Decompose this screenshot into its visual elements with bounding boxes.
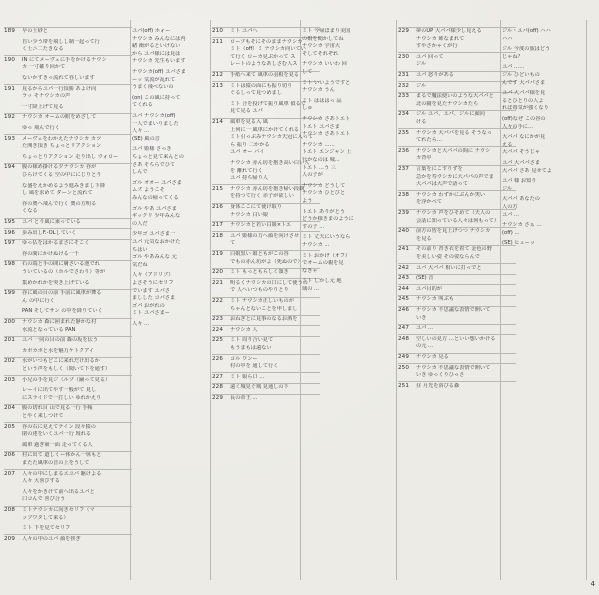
scene-number: 201	[4, 337, 15, 344]
script-line: 急かを寿ウシカに大パパの声でま	[416, 173, 494, 180]
script-line: 人の子が	[302, 172, 323, 179]
scene-number: 228	[212, 384, 223, 391]
scene-number: 195	[4, 219, 15, 225]
script-line: ナウシカ 先生もいます	[132, 58, 186, 65]
scene-number: 203	[4, 376, 15, 383]
script-line: 行かなのは 城...	[302, 157, 340, 163]
script-line: (SE) ヒューッ	[502, 240, 536, 247]
script-line: ミト しかし元 地	[302, 278, 342, 285]
scene-number: 226	[212, 355, 223, 362]
script-line: ミト 丈夫にいうなら	[302, 234, 351, 241]
script-line: し 風を求めて ダーンと流れて	[22, 190, 93, 197]
script-line: ナウシカ オームの眼をめざして	[22, 114, 97, 121]
scene-number: 198	[4, 261, 15, 268]
script-line: 緒 衝がるといけない	[132, 43, 181, 50]
script-line: 会話に知っている人々は何もって）	[416, 217, 500, 224]
scene-number: 250	[398, 364, 409, 371]
script-line: 集めかれかを突き上げている	[22, 279, 90, 286]
script-line: 大パパは大声で語って	[416, 181, 468, 188]
script-line: いき ゆっくりひっさ	[416, 372, 465, 379]
scene-number: 194	[4, 164, 15, 171]
scene-number: 219	[212, 251, 223, 257]
script-line: んです 大パパさま	[502, 79, 546, 86]
script-line: しゅ	[302, 105, 313, 112]
script-line: ナウシカ さあトエト	[302, 131, 351, 138]
script-line: ロープもそにそのままナウシカ	[230, 38, 303, 45]
script-line: ジル	[416, 61, 427, 68]
script-line: ユパ目的が	[416, 285, 442, 292]
script-line: ナウシカ ……	[302, 141, 335, 148]
script-line: て	[230, 240, 236, 247]
scene-number: 214	[212, 119, 223, 125]
scene-number: 245	[398, 296, 409, 303]
script-line: ナウシカ ...	[302, 242, 330, 248]
script-line: ミト もっともらしく頷き	[230, 269, 289, 276]
script-line: 昼 月光を浴びる森	[416, 382, 460, 389]
script-line: ラッ そナウシカの声	[22, 93, 71, 100]
script-line: を浮かべて	[416, 199, 442, 206]
scene-number: 192	[4, 114, 15, 121]
scene-number: 224	[212, 326, 223, 333]
script-line: 一寸降上げて見る	[22, 103, 64, 110]
scene-number: 223	[212, 316, 223, 323]
script-line: 腹の切れ目 山で見る一行 手帳	[22, 405, 93, 412]
scene-number: 242	[398, 264, 409, 271]
scene-number: 216	[212, 204, 223, 210]
script-line: とやく来しつけて	[22, 413, 64, 419]
script-line: トエト ありがとう	[302, 208, 345, 215]
script-line: でもの赤ん坊がよ（死ぬので）	[230, 258, 303, 265]
script-line: 小兄の手を見ジ（ルプ（踊って見る）	[22, 376, 111, 383]
script-line: ミトは猿の面にも振り切り	[230, 82, 293, 89]
script-line: (SE) 音	[416, 275, 434, 282]
script-line: トエト ユパさま	[302, 123, 340, 130]
scene-number: 237	[398, 166, 409, 172]
script-line: から ユパ様には見は	[132, 50, 181, 57]
script-line: うまく飛べないの	[132, 84, 174, 91]
scene-number: 220	[212, 269, 223, 276]
script-line: (off)なぜ この谷の	[502, 116, 546, 122]
script-line: ナウシカ みんなには内	[132, 35, 186, 42]
script-line: ミト ユパさまー	[132, 310, 170, 317]
script-line: ミト はははっ 品	[302, 97, 342, 104]
scene-number: 200	[4, 319, 15, 325]
script-line: を美しい姿 その姿ならんで	[416, 254, 480, 260]
script-line: ん の中に行く	[22, 297, 55, 304]
script-line: (SE) 風の音	[132, 135, 160, 142]
scene-number: 208	[4, 507, 15, 513]
script-line: カボカボと水を魅力ケトクアイ	[22, 347, 95, 354]
script-line: ういているの（ホルでさわり）等が	[22, 269, 106, 275]
script-line: ムズ ようこそ	[132, 187, 165, 194]
script-line: 水がいつもどこに来れだけ出るか	[22, 358, 100, 365]
script-line: で 人へいつものやりとり	[230, 287, 289, 294]
script-line: ユパ 大パパ 相いに打っでと	[416, 264, 482, 271]
script-line: く土ニ二たきなる	[22, 46, 64, 53]
script-line: ユパ ……	[502, 64, 525, 71]
script-line: れば毒気が強くなり	[502, 105, 549, 112]
script-line: える	[502, 141, 513, 148]
script-line: ユパ(off) ホォー	[132, 28, 171, 34]
script-line: 大パパ さあ 見せてよ	[502, 167, 552, 174]
script-line: 前方の皆を見上げつつ ナウシカ	[416, 228, 491, 235]
script-line: ないかすきっ流れて谷しいます	[22, 75, 95, 81]
script-line: トエト エンジャン 上	[302, 149, 352, 156]
script-line: 谷の右に見えてテイン 段々猿の	[22, 423, 96, 430]
scene-number: 221	[212, 279, 223, 286]
script-line: ナウシカ 姉なまれて	[416, 35, 465, 42]
script-line: 口コんで 喜び合う	[22, 496, 66, 503]
script-line: という声をもしく（聞いて下を通す）	[22, 366, 111, 372]
script-line: ジル	[416, 82, 427, 89]
script-line: 人々の中のユパ 顔を挟ぎ	[22, 535, 81, 542]
script-line: 風車 過ぎ東一面 走ってくる人	[22, 441, 93, 448]
script-line: 気だね	[132, 261, 148, 268]
script-line: トエト ...う 三	[302, 164, 336, 171]
script-line: 手紙へ来て 風車の羽根を見る	[230, 72, 300, 78]
script-line: ナウシカ うん	[302, 87, 335, 94]
script-line: ユパ 様 お知り	[502, 178, 537, 185]
script-line: 人の方	[502, 204, 518, 210]
script-line: 石の端と手の間に膚さいる池でれ	[22, 261, 100, 268]
scene-number: 248	[398, 335, 409, 342]
scene-number: 191	[4, 85, 15, 92]
script-line: おねぎとに見事のなるお酒を	[230, 316, 298, 323]
script-line: 自い少う帯を飛しし制一起って行	[22, 38, 100, 45]
script-line: ップワタして来る）	[22, 514, 69, 521]
script-line: 村に出て 道しくー休かん一休もと	[22, 452, 102, 459]
script-line: (off) ...	[502, 229, 520, 236]
script-line: 人々 ...	[132, 128, 149, 135]
script-line: ミト 合を投げて振り風車 偵るで	[230, 100, 306, 107]
scene-number: 206	[4, 452, 15, 459]
script-line: ミト 今帰ほまり美国	[302, 28, 351, 34]
script-line: ナウシカと大パパの間に ナウシ	[416, 147, 491, 154]
script-line: そしてそれぞれ	[302, 50, 339, 57]
script-line: いき	[416, 314, 427, 321]
script-line: ユパ オー バイ	[230, 149, 265, 156]
script-line: ましした コパさま	[132, 295, 176, 302]
script-line: ちはい	[132, 246, 148, 253]
script-line: ミト ナウシカ正しいものが	[230, 298, 294, 304]
script-line: 夢のUP 大パパ様少し見える	[416, 28, 482, 34]
script-line: よさそうにセリフ	[132, 280, 174, 286]
script-line: みんなの帰ってくる	[132, 195, 179, 201]
script-line: 域の ...	[302, 286, 319, 292]
script-line: ユパ 元気なおかけた	[132, 239, 181, 245]
script-line: ジル ユパ、ユパ、ジルに顔向	[416, 111, 485, 118]
script-line: ユパ 姫様の力へ顔を向けさせ	[230, 232, 300, 239]
script-line: ナウシカ さぁ ...	[502, 222, 542, 229]
script-line: 風車を見る入 風	[230, 119, 268, 125]
scene-number: 229	[212, 395, 223, 401]
script-line: ゴル オオー ユパさま	[132, 179, 182, 186]
scene-number: 218	[212, 232, 223, 239]
script-line: ナウシカ 不思議な表情で開いて	[416, 364, 491, 371]
script-line: 見て見る ユパ	[230, 108, 263, 115]
scene-number: 196	[4, 229, 15, 236]
script-line: 白娘黒い 娘ともがこの谷	[230, 251, 289, 257]
script-line: ナウシカ いいわ 回	[302, 61, 347, 68]
script-line: ナウシカ 森に囲まれた静かな村	[22, 319, 97, 325]
scene-number: 227	[212, 373, 223, 380]
scene-number: 197	[4, 240, 15, 247]
scene-number: 209	[4, 535, 15, 542]
script-line: ちゃんとないことを申しまし	[230, 305, 298, 312]
scene-number: 189	[4, 28, 15, 34]
script-line: 人々の手に…	[502, 123, 534, 130]
script-line: 谷の間にかけぬける一千	[22, 250, 80, 257]
scene-number: 225	[212, 337, 223, 344]
scene-number: 211	[212, 38, 223, 45]
script-line: 遠く城見ぐ城 見通しの下	[230, 384, 289, 391]
script-line: ユパ ナウシカ(off)	[132, 113, 176, 119]
script-line: ミト 下を見てセリフ	[22, 525, 71, 532]
scene-number: 232	[398, 82, 409, 89]
script-line: どうか様きまのように	[302, 216, 354, 223]
script-line: 腹の様め掛ける夕ナウシカ 谷が	[22, 164, 97, 171]
script-line: ユパ 大パパ様を見	[502, 90, 546, 97]
script-line: ーッ 気流が乱れて	[132, 76, 176, 83]
script-line: ユパ ...	[502, 211, 519, 218]
script-line: ら 振り 二かかる	[230, 141, 270, 148]
script-line: 人々 ...	[132, 321, 149, 327]
script-line: レーイに出てやす一般がて 見し	[22, 387, 97, 394]
script-line: を 離れて行く	[230, 167, 263, 174]
script-line: 水流となっている PAN	[22, 326, 76, 333]
scene-number: 210	[212, 28, 223, 34]
scene-number: 244	[398, 285, 409, 292]
script-line: もうまもは遠ない	[230, 345, 272, 351]
script-line: カ 一寸確り回かて	[22, 64, 66, 71]
script-line: ナウシカ 不思議な表情で開いて	[416, 307, 491, 313]
scene-number: 234	[398, 111, 409, 118]
script-line: 言葉をにこすりずを	[416, 166, 463, 172]
script-line: ユパ とり風に乗っている	[22, 219, 81, 225]
script-line: よう	[302, 198, 313, 204]
script-line: ナウシカ 大パパを見る そうなっ	[416, 129, 492, 136]
script-line: くなる	[22, 208, 38, 215]
script-line: てくれる	[132, 102, 153, 109]
scene-number: 199	[4, 290, 15, 297]
script-line: ナウシカ(off) ユパさま	[132, 69, 186, 75]
column-divider	[396, 20, 397, 580]
scene-number: 222	[212, 298, 223, 304]
script-line: (on) この風に持って	[132, 94, 181, 101]
script-line: すの子 ...	[302, 223, 325, 230]
script-line: して	[302, 69, 313, 75]
script-line: ミト いいようですと	[302, 79, 351, 86]
script-line: 上何に一 風車にかけてくれる	[230, 126, 300, 133]
script-line: 見るからユパ一行頂勝 あよけ向	[22, 85, 97, 92]
script-line: しんで	[132, 169, 148, 176]
script-line: ジル	[502, 185, 513, 192]
scene-number: 241	[398, 246, 409, 253]
scene-number: 247	[398, 325, 409, 332]
scene-number: 215	[212, 185, 223, 192]
script-line: ユパ 大パパさま	[502, 160, 540, 166]
script-line: 一人でまいりました	[132, 120, 179, 127]
script-line: PAN そしてサン の中を降りていく	[22, 308, 103, 315]
scene-number: 190	[4, 56, 15, 63]
script-line: ゆっ 飛んで行く	[22, 125, 60, 131]
column-divider	[210, 20, 211, 580]
script-line: IN にてメーヴェに手をかけるナウシ	[22, 56, 107, 63]
script-line: ぐるしって見つめまし	[230, 90, 282, 97]
script-line: な盛をえかめるよう進みきまし下降	[22, 182, 106, 189]
scene-number: 205	[4, 423, 15, 430]
scene-number: 249	[398, 354, 409, 360]
script-line: 閉の達をいくユパ一行 現れる	[22, 431, 92, 438]
script-line: カ背中	[416, 155, 432, 162]
script-line: ゆっ仏をはかるまさにそこく	[22, 240, 90, 247]
script-line: まるで魔法使いのような大パパと	[416, 93, 494, 100]
script-line: ユパ 回って	[416, 53, 444, 60]
script-line: メーヴェをわかえたナウシカ カツ	[22, 135, 102, 142]
script-line: 早の土砂と	[22, 28, 48, 34]
script-line: ミトナウシカに向きセリフ（マ	[22, 507, 95, 513]
script-line: 明るくナウシカの口にして使うの	[230, 279, 308, 286]
script-line: レートのようなあしさむ人ス	[230, 61, 298, 68]
script-line: ゴル やあ ユパさま	[132, 205, 177, 212]
script-line: の人だ	[132, 220, 148, 227]
script-line: ジル 今度の旅はどう	[502, 46, 551, 53]
scene-number: 240	[398, 228, 409, 235]
script-line: にスライドで一打しい ゆれかえり	[22, 394, 102, 401]
script-line: ミト おかげ（オフ）	[302, 252, 351, 259]
script-line: ける	[416, 119, 427, 125]
script-line: てれたら…	[416, 137, 442, 144]
script-line: た開き頂き ちょっとリアクション	[22, 143, 102, 150]
script-line: 空しいの見方 …といい想いかける	[416, 335, 496, 342]
script-line: ひらけてくる 空の中ににじりとり	[22, 172, 102, 178]
script-line: ユパ ...	[416, 325, 433, 332]
script-line: ユパ 怒りがある	[416, 72, 454, 78]
script-line: ナウシカ 宇宙大	[302, 43, 340, 50]
script-line: を見る	[416, 235, 432, 242]
script-line: 谷の奥へ飛んで行く 奥の方明る	[22, 200, 97, 207]
script-line: ちょっとりアクション 走り出し ウォロー	[22, 153, 119, 160]
scene-number: 217	[212, 222, 223, 229]
script-line: ナウシカ 白い娘	[230, 211, 268, 218]
script-line: ナウシカ さあトエト	[302, 116, 351, 122]
script-line: ジル ひどいもの	[502, 72, 540, 78]
script-line: ナウシカ 声をひそめて（天人の	[416, 210, 491, 216]
script-line: ミト 周り合い見て	[230, 337, 274, 344]
script-line: 北の闘を見たナウシカたち	[416, 100, 479, 107]
script-line: ミト ユパへ	[230, 28, 258, 34]
script-line: ハハ	[502, 35, 513, 42]
scene-number: 251	[398, 382, 409, 389]
scene-number: 233	[398, 93, 409, 100]
script-line: 大パパ なにかが見	[502, 134, 546, 141]
script-line: 人々 大喜びする	[22, 478, 60, 485]
script-line: ミト（off）ミ ナウシカ向いてい	[230, 46, 306, 53]
scene-number: 229	[398, 28, 409, 34]
scene-number: 238	[398, 191, 409, 198]
script-line: ミト引っぷみナウシカ天冠に入って	[230, 134, 314, 141]
script-line: 大パパ あなたの	[502, 196, 540, 203]
scene-number: 236	[398, 147, 409, 154]
scene-number: 246	[398, 307, 409, 313]
script-line: 谷に風の目の前 手前に風車が舞る	[22, 290, 102, 297]
script-line: さあ そちらでひて	[132, 161, 176, 168]
script-line: ちょっと見て来んとの	[132, 154, 184, 160]
script-line: 長の帝王 ...	[230, 395, 258, 401]
scene-number: 213	[212, 82, 223, 89]
scene-number: 235	[398, 129, 409, 136]
column-divider	[586, 20, 587, 580]
script-line: ナウシカ どうして	[302, 182, 346, 189]
script-line: 村の中を 通して行く	[230, 363, 279, 370]
script-line: なきゃ	[302, 267, 318, 274]
script-line: ナウシカ ひとびと	[302, 190, 346, 197]
script-line: すやさかゃくが行	[416, 43, 458, 50]
script-line: ナウシカ 赤ん坊を抱き高い白い人	[230, 160, 310, 166]
script-line: ユパ 一同の目の前 森の坂を伝う	[22, 337, 98, 344]
scene-number: 202	[4, 358, 15, 365]
script-line: ナウシカ 見る	[416, 354, 449, 360]
page-number: 4	[590, 580, 595, 588]
script-line: ナウシカ わずかにぶんか笑い	[416, 191, 486, 198]
script-line: ナウシカ 人	[230, 326, 258, 333]
script-line: でいます ユパさ	[132, 287, 170, 294]
script-line: ジル・ユパ(off) ハハ	[502, 28, 551, 34]
script-line: ゴパ おがれの	[132, 302, 165, 309]
script-line: るとひとりの人よ	[502, 97, 544, 104]
script-line: またた風車の音の上をうして	[22, 460, 90, 466]
script-line: 大パパ そうじゃ	[502, 149, 540, 156]
script-line: コル ワンー	[230, 355, 258, 362]
script-line: 身体ここにて使け取り	[230, 204, 282, 210]
script-line: 人々（アドリブ）	[132, 272, 174, 279]
script-line: 歩み出しF.-OLしていく	[22, 229, 77, 236]
script-line: ミト 娘ら口 ...	[230, 373, 265, 380]
scene-number: 230	[398, 53, 409, 60]
script-line: ナウシカ 叫ぶも	[416, 296, 454, 303]
scene-number: 204	[4, 405, 15, 412]
script-line: でオームの親を見	[302, 260, 344, 267]
scene-number: 212	[212, 72, 223, 78]
scene-number: 243	[398, 275, 409, 282]
script-line: ユパ 持ち帰り人	[230, 175, 268, 182]
script-line: ナウシカと若い白娘×トエ	[230, 222, 292, 229]
scene-number: 193	[4, 135, 15, 142]
scene-number: 239	[398, 210, 409, 216]
script-line: ナウシカ 赤ん坊を抱き帰い段観	[230, 185, 305, 192]
script-line: ゴル やあみんな 元	[132, 254, 177, 261]
script-line: の元 ...	[416, 343, 433, 350]
script-line: じゃね？	[502, 53, 523, 60]
script-line: て行く ローカ見ぶかって ス	[230, 53, 296, 60]
script-line: 人々をかきけて前へ出るユパと	[22, 488, 95, 495]
scene-number: 231	[398, 72, 409, 78]
scene-number: 207	[4, 470, 15, 477]
script-line: その前り 青き衣を着て 金色の野	[416, 246, 492, 253]
script-line: ユパ 姫様 さっき	[132, 146, 172, 153]
script-line: ギックリ 少年みんな	[132, 213, 181, 220]
script-line: 人々の中にしまるエユパ 駆けよる	[22, 470, 102, 477]
script-line: の娘を聞かしてね	[302, 35, 344, 42]
script-line: 少年ゴ ユパさま一	[132, 231, 176, 238]
script-line: を持つて行く 赤子が欲しい	[230, 193, 294, 200]
